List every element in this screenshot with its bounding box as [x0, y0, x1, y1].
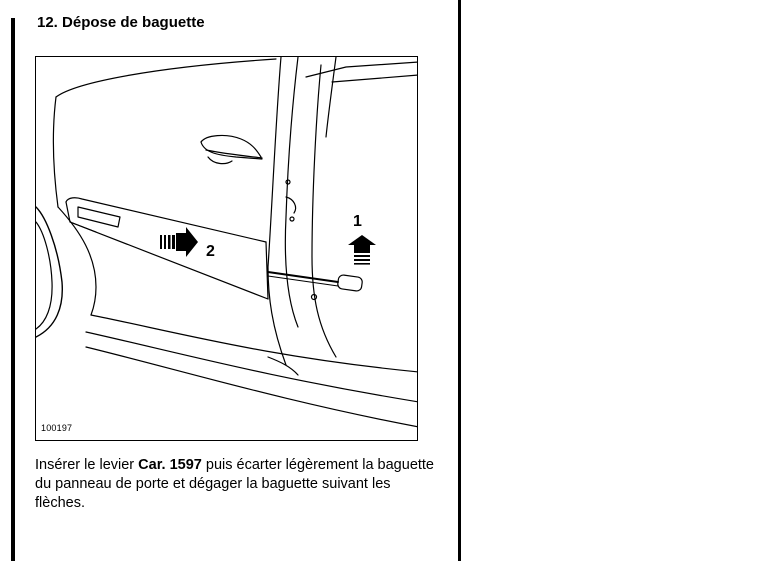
tool-reference: Car. 1597 — [138, 457, 202, 473]
section-title: 12. Dépose de baguette — [37, 14, 205, 31]
door-trim-removal-illustration — [36, 57, 418, 441]
instruction-paragraph — [35, 456, 440, 513]
callout-1: 1 — [353, 213, 362, 230]
instruction-text-1: Insérer le levier — [35, 457, 139, 473]
left-margin-rule — [11, 18, 15, 561]
procedure-figure — [35, 56, 418, 441]
right-column-rule — [458, 0, 461, 561]
callout-2: 2 — [206, 243, 215, 260]
instruction-text-2: puis écarter légèrement la baguette du panneau de porte et dégager la baguette suivant les flèches. — [35, 457, 435, 511]
figure-id: 100197 — [41, 423, 73, 433]
